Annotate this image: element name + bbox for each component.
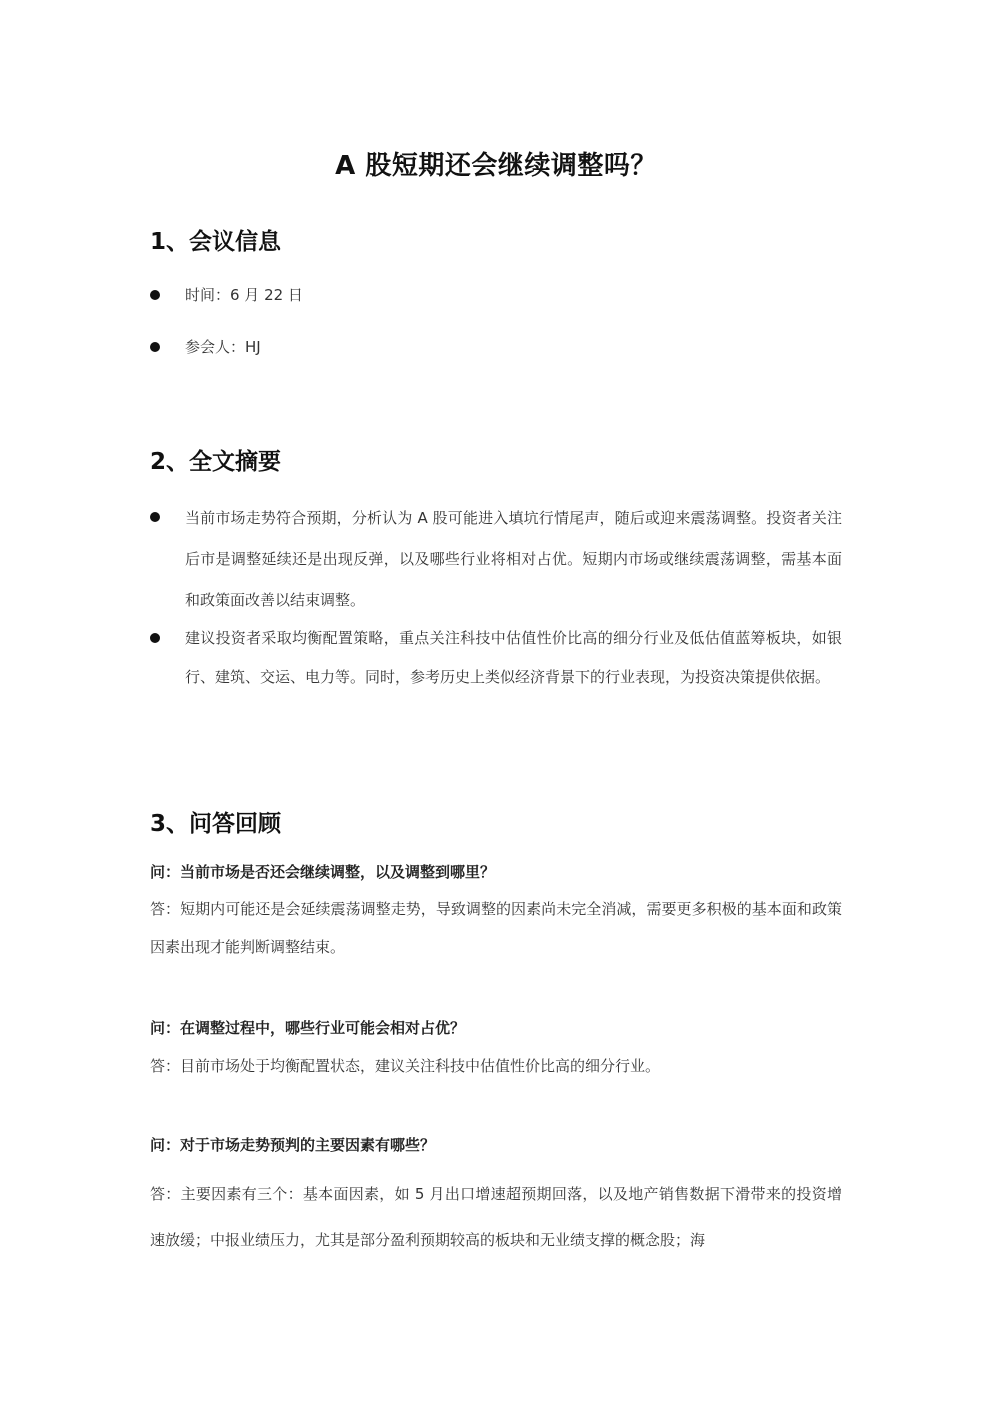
answer-text: 答：短期内可能还是会延续震荡调整走势，导致调整的因素尚未完全消减，需要更多积极的基本面和政策因素出现才能判断调整结束。	[150, 900, 842, 956]
section-heading-qa: 3、问答回顾	[150, 811, 282, 837]
bullet-icon	[150, 290, 160, 300]
section-heading-meeting-info: 1、会议信息	[150, 229, 282, 255]
question-text: 问：对于市场走势预判的主要因素有哪些？	[150, 1136, 436, 1154]
bullet-icon	[150, 512, 160, 522]
bullet-icon	[150, 342, 160, 352]
question-text: 问：在调整过程中，哪些行业可能会相对占优？	[150, 1019, 466, 1037]
question-text: 问：当前市场是否还会继续调整，以及调整到哪里？	[150, 863, 496, 881]
section-heading-summary: 2、全文摘要	[150, 449, 282, 475]
meeting-attendee: 参会人：HJ	[185, 338, 261, 356]
meeting-time: 时间：6 月 22 日	[185, 286, 303, 304]
answer-text: 答：主要因素有三个：基本面因素，如 5 月出口增速超预期回落，以及地产销售数据下滑带来的投资增速放缓；中报业绩压力，尤其是部分盈利预期较高的板块和无业绩支撑的概念股；海	[150, 1185, 842, 1249]
summary-paragraph: 当前市场走势符合预期，分析认为 A 股可能进入填坑行情尾声，随后或迎来震荡调整。投资者关注后市是调整延续还是出现反弹，以及哪些行业将相对占优。短期内市场或继续震荡调整，需基本面和政策面改善以结束调整。	[185, 509, 842, 609]
summary-paragraph: 建议投资者采取均衡配置策略，重点关注科技中估值性价比高的细分行业及低估值蓝筹板块，如银行、建筑、交运、电力等。同时，参考历史上类似经济背景下的行业表现，为投资决策提供依据。	[185, 629, 842, 686]
document-title: A 股短期还会继续调整吗？	[335, 151, 657, 181]
answer-text: 答：目前市场处于均衡配置状态，建议关注科技中估值性价比高的细分行业。	[150, 1057, 661, 1075]
bullet-icon	[150, 633, 160, 643]
